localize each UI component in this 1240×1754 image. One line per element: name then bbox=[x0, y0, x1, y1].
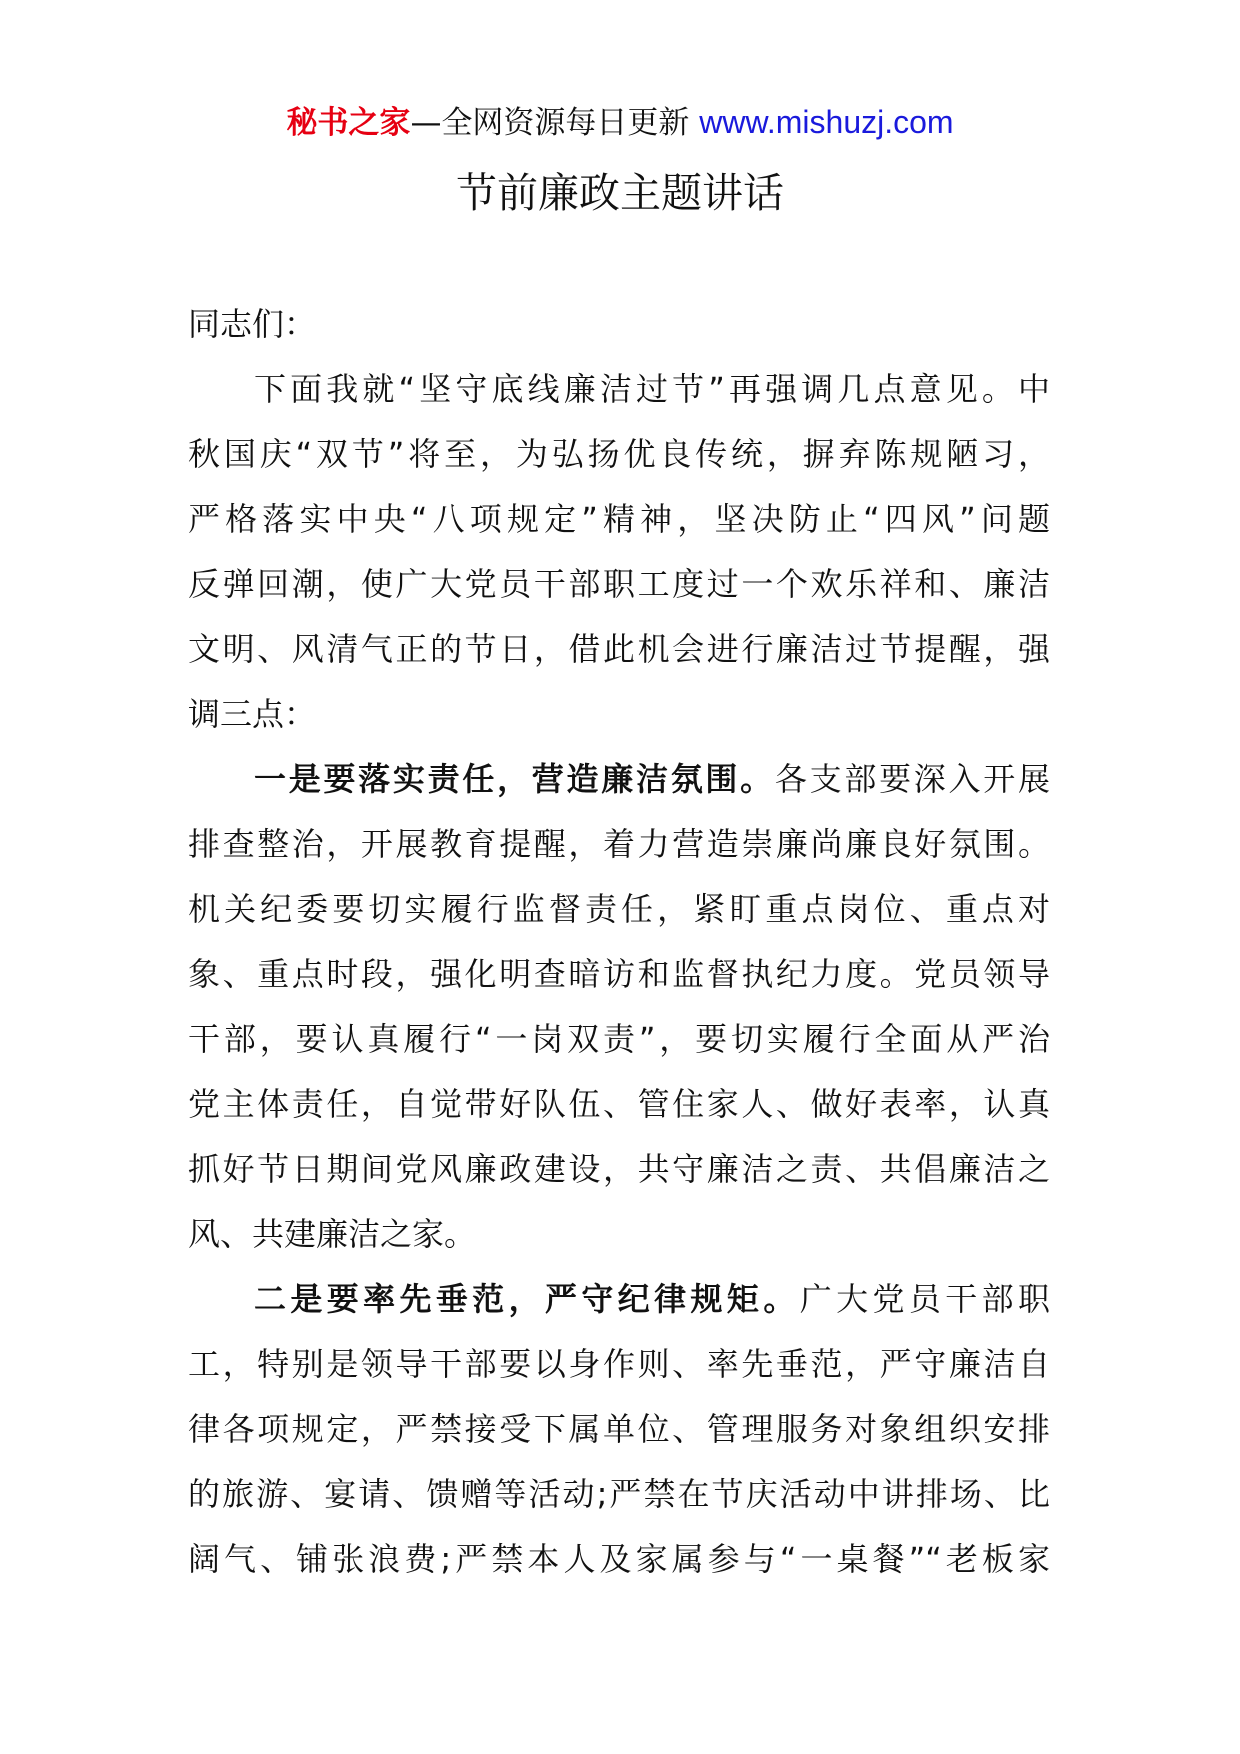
paragraph-line: 律各项规定，严禁接受下属单位、管理服务对象组织安排 bbox=[188, 1410, 1050, 1448]
paragraph-line: 党主体责任，自觉带好队伍、管住家人、做好表率，认真 bbox=[188, 1085, 1050, 1123]
paragraph-line: 机关纪委要切实履行监督责任，紧盯重点岗位、重点对 bbox=[188, 890, 1050, 928]
paragraph-line: 工，特别是领导干部要以身作则、率先垂范，严守廉洁自 bbox=[188, 1345, 1050, 1383]
paragraph-line: 下面我就“坚守底线廉洁过节”再强调几点意见。中 bbox=[254, 370, 1050, 408]
paragraph-line: 二是要率先垂范，严守纪律规矩。广大党员干部职 bbox=[254, 1280, 1050, 1318]
paragraph-line: 风、共建廉洁之家。 bbox=[188, 1215, 477, 1253]
paragraph-line: 反弹回潮，使广大党员干部职工度过一个欢乐祥和、廉洁 bbox=[188, 565, 1050, 603]
site-url-link[interactable]: www.mishuzj.com bbox=[699, 104, 954, 140]
paragraph-line: 干部，要认真履行“一岗双责”，要切实履行全面从严治 bbox=[188, 1020, 1050, 1058]
paragraph-line: 排查整治，开展教育提醒，着力营造崇廉尚廉良好氛围。 bbox=[188, 825, 1050, 863]
paragraph-line: 调三点： bbox=[188, 695, 317, 733]
paragraph-line: 文明、风清气正的节日，借此机会进行廉洁过节提醒，强 bbox=[188, 630, 1050, 668]
paragraph-line: 秋国庆“双节”将至，为弘扬优良传统，摒弃陈规陋习， bbox=[188, 435, 1050, 473]
paragraph-line: 一是要落实责任，营造廉洁氛围。各支部要深入开展 bbox=[254, 760, 1050, 798]
point-heading: 二是要率先垂范，严守纪律规矩。 bbox=[254, 1280, 800, 1318]
brand-name: 秘书之家 bbox=[286, 105, 411, 141]
paragraph-line: 象、重点时段，强化明查暗访和监督执纪力度。党员领导 bbox=[188, 955, 1050, 993]
paragraph-line: 抓好节日期间党风廉政建设，共守廉洁之责、共倡廉洁之 bbox=[188, 1150, 1050, 1188]
point-heading: 一是要落实责任，营造廉洁氛围。 bbox=[254, 760, 775, 798]
salutation: 同志们： bbox=[188, 305, 317, 343]
header-slogan: —全网资源每日更新 bbox=[410, 105, 690, 141]
document-title: 节前廉政主题讲话 bbox=[456, 169, 784, 217]
paragraph-line: 的旅游、宴请、馈赠等活动;严禁在节庆活动中讲排场、比 bbox=[188, 1475, 1050, 1513]
site-header bbox=[0, 100, 1240, 145]
document-body bbox=[188, 292, 1050, 1592]
paragraph-line: 严格落实中央“八项规定”精神，坚决防止“四风”问题 bbox=[188, 500, 1050, 538]
paragraph-line: 阔气、铺张浪费;严禁本人及家属参与“一桌餐”“老板家 bbox=[188, 1540, 1050, 1578]
